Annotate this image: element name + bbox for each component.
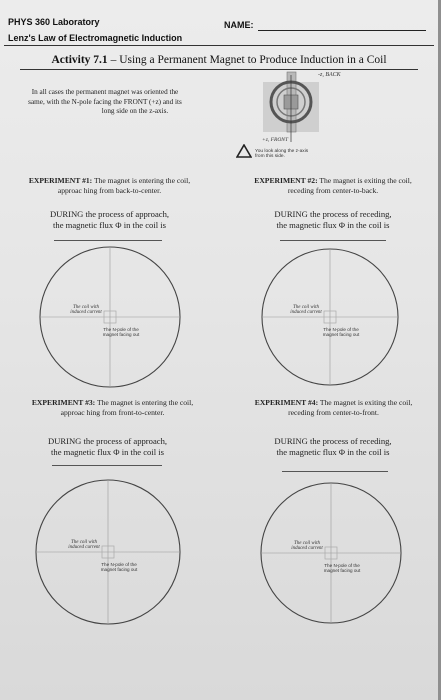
intro-text: In all cases the permanent magnet was oriented the same, with the N-pole facing the FRONT (+z) and its long side on the z-axis.: [28, 88, 182, 115]
magnet-label: The N-pole of the magnet facing out: [322, 327, 360, 338]
front-label: +z, FRONT: [262, 137, 289, 143]
coil-diagram-3: [32, 476, 184, 628]
coil-diagram-1: [36, 243, 184, 391]
coil-label: The coil with induced current: [68, 540, 100, 551]
magnet-label: The N-pole of the magnet facing out: [102, 327, 140, 338]
experiment-1-text: EXPERIMENT #1: The magnet is entering the coil, approac hing from back-to-center.: [28, 176, 191, 195]
experiment-4-text: EXPERIMENT #4: The magnet is exiting the coil, receding from center-to-front.: [254, 398, 413, 417]
worksheet-subtitle: Lenz's Law of Electromagnetic Induction: [8, 33, 183, 43]
experiment-1-answer-line[interactable]: [54, 240, 162, 241]
coil-diagram-4: [257, 479, 405, 627]
experiment-2-text: EXPERIMENT #2: The magnet is exiting the coil, receding from center-to-back.: [254, 176, 412, 195]
name-label: NAME:: [224, 20, 254, 30]
experiment-3-prompt: DURING the process of approach, the magnetic flux Φ in the coil is: [47, 436, 168, 457]
experiment-2-answer-line[interactable]: [280, 240, 386, 241]
coil-label: The coil with induced current: [290, 305, 322, 316]
title-rule: [20, 69, 418, 70]
activity-title: Activity 7.1 – Using a Permanent Magnet to Produce Induction in a Coil: [51, 54, 387, 66]
experiment-1-prompt: DURING the process of approach, the magnetic flux Φ in the coil is: [49, 209, 170, 230]
coil-label: The coil with induced current: [70, 305, 102, 316]
experiment-4-prompt: DURING the process of receding, the magnetic flux Φ in the coil is: [274, 436, 392, 457]
coil-diagram-2: [258, 245, 402, 389]
experiment-4-answer-line[interactable]: [282, 471, 388, 472]
eye-marker-icon: [236, 144, 252, 163]
experiment-2-prompt: DURING the process of receding, the magnetic flux Φ in the coil is: [274, 209, 392, 230]
coil-label: The coil with induced current: [291, 541, 323, 552]
header-rule: [4, 45, 434, 46]
figure-caption: You look along the z-axis from this side.: [255, 149, 309, 160]
magnet-label: The N-pole of the magnet facing out: [100, 562, 138, 573]
name-field-line[interactable]: [258, 30, 426, 31]
experiment-3-answer-line[interactable]: [52, 465, 162, 466]
back-label: -z, BACK: [318, 72, 341, 78]
magnet-label: The N-pole of the magnet facing out: [323, 563, 361, 574]
experiment-3-text: EXPERIMENT #3: The magnet is entering the coil, approac hing from front-to-center.: [31, 398, 194, 417]
course-title: PHYS 360 Laboratory: [8, 17, 100, 27]
